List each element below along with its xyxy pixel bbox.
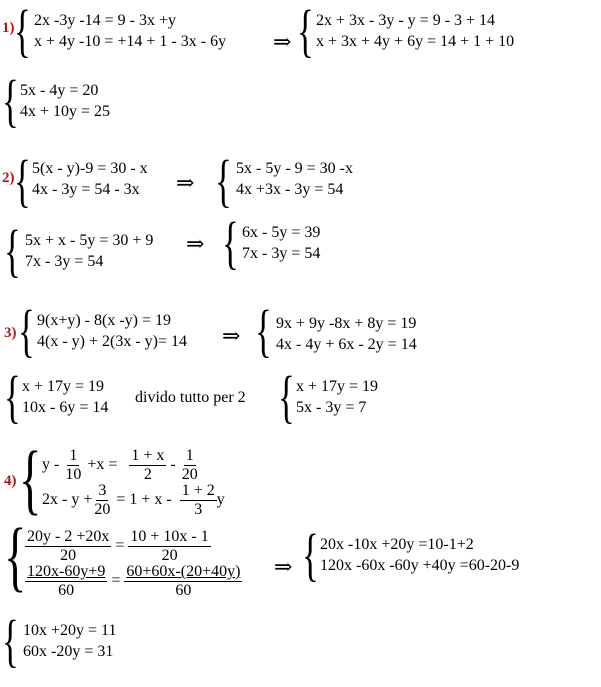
problem-2-label: 2) [2, 170, 15, 186]
fraction: $\frac{120x-60y+9}{60}$ [27, 563, 106, 599]
brace-icon: { [14, 0, 31, 63]
system-4e [23, 620, 116, 662]
fraction: $\frac{1}{10}$ [65, 447, 82, 483]
equation: x + 4y -10 = +14 + 1 - 3x - 6y [34, 33, 227, 50]
equation: 2x -3y -14 = 9 - 3x +y [34, 12, 177, 29]
brace-icon: { [4, 218, 21, 283]
system-2d [242, 222, 320, 264]
equation: 5x - 3y = 7 [296, 399, 367, 416]
implies-arrow-icon: ⇒ [222, 323, 241, 348]
fraction: $\frac{20y - 2 +20x}{20}$ [27, 528, 110, 564]
problem-4-label: 4) [4, 473, 17, 489]
implies-arrow-icon: ⇒ [176, 170, 195, 195]
equation: 4x - 3y = 54 - 3x [32, 181, 140, 198]
equation: 7x - 3y = 54 [242, 245, 321, 262]
equation: x + 3x + 4y + 6y = 14 + 1 + 10 [316, 33, 515, 50]
equation: 9x + 9y -8x + 8y = 19 [276, 315, 417, 332]
system-1c [20, 80, 110, 122]
equation: 5(x - y)-9 = 30 - x [32, 160, 148, 177]
equation: 5x - 5y - 9 = 30 -x [236, 160, 354, 177]
system-1b [316, 10, 514, 52]
equation: 5x + x - 5y = 30 + 9 [25, 232, 154, 249]
system-4d [320, 534, 519, 576]
fraction: $\frac{10 + 10x - 1}{20}$ [130, 528, 209, 564]
system-3b [276, 313, 417, 355]
system-2a [32, 158, 148, 200]
divide-note: divido tutto per 2 [135, 389, 246, 406]
brace-icon: { [2, 68, 19, 133]
equation-4a-1: y - $\frac{1}{10}$ +x = $\frac{1 + x}{2}$ - $\frac{1}{20}$ [42, 447, 198, 483]
brace-icon: { [255, 298, 272, 363]
equation-4a-2: 2x - y + $\frac{3}{20}$ = 1 + x - $\frac{1 + 2}{3}$ y [42, 482, 225, 518]
system-3d [296, 376, 378, 418]
brace-icon: { [278, 364, 295, 429]
fraction: $\frac{60+60x-(20+40y)}{60}$ [126, 563, 241, 599]
fraction: $\frac{1}{20}$ [181, 447, 198, 483]
brace-icon: { [19, 435, 42, 522]
brace-icon: { [302, 522, 319, 587]
system-1a [34, 10, 226, 52]
brace-icon: { [18, 298, 35, 363]
brace-icon: { [2, 608, 19, 673]
fraction: $\frac{3}{20}$ [94, 482, 111, 518]
equation: 20x -10x +20y =10-1+2 [320, 536, 474, 553]
equation: 9(x+y) - 8(x -y) = 19 [37, 312, 172, 329]
equation: 4x - 4y + 6x - 2y = 14 [276, 336, 417, 353]
equation: x + 17y = 19 [296, 378, 379, 395]
implies-arrow-icon: ⇒ [273, 29, 292, 54]
fraction: $\frac{1 + 2}{3}$ [181, 482, 215, 518]
brace-icon: { [222, 210, 239, 275]
equation: 5x - 4y = 20 [20, 82, 99, 99]
equation: 7x - 3y = 54 [25, 253, 104, 270]
system-2c [25, 230, 153, 272]
equation: 6x - 5y = 39 [242, 224, 321, 241]
equation: 60x -20y = 31 [23, 643, 114, 660]
fraction: $\frac{1 + x}{2}$ [131, 447, 165, 483]
brace-icon: { [215, 148, 232, 213]
equation: 120x -60x -60y +40y =60-20-9 [320, 557, 520, 574]
equation: 4x +3x - 3y = 54 [236, 181, 344, 198]
equation-4c-2: $\frac{120x-60y+9}{60}$ = $\frac{60+60x-(20+40y)}{60}$ [27, 563, 241, 599]
problem-3-label: 3) [4, 325, 17, 341]
equation-4c-1: $\frac{20y - 2 +20x}{20}$ = $\frac{10 + 10x - 1}{20}$ [27, 528, 209, 564]
equation: x + 17y = 19 [22, 378, 105, 395]
brace-icon: { [4, 512, 27, 599]
equation: 2x + 3x - 3y - y = 9 - 3 + 14 [316, 12, 496, 29]
equation: 10x +20y = 11 [23, 622, 117, 639]
implies-arrow-icon: ⇒ [274, 554, 293, 579]
equation: 4x + 10y = 25 [20, 103, 111, 120]
system-3c [22, 376, 108, 418]
brace-icon: { [297, 0, 314, 63]
system-3a [37, 310, 187, 352]
implies-arrow-icon: ⇒ [186, 231, 205, 256]
problem-1-label: 1) [2, 20, 15, 36]
brace-icon: { [4, 364, 21, 429]
system-2b [236, 158, 353, 200]
brace-icon: { [14, 148, 31, 213]
equation: 10x - 6y = 14 [22, 399, 109, 416]
equation: 4(x - y) + 2(3x - y)= 14 [37, 333, 188, 350]
